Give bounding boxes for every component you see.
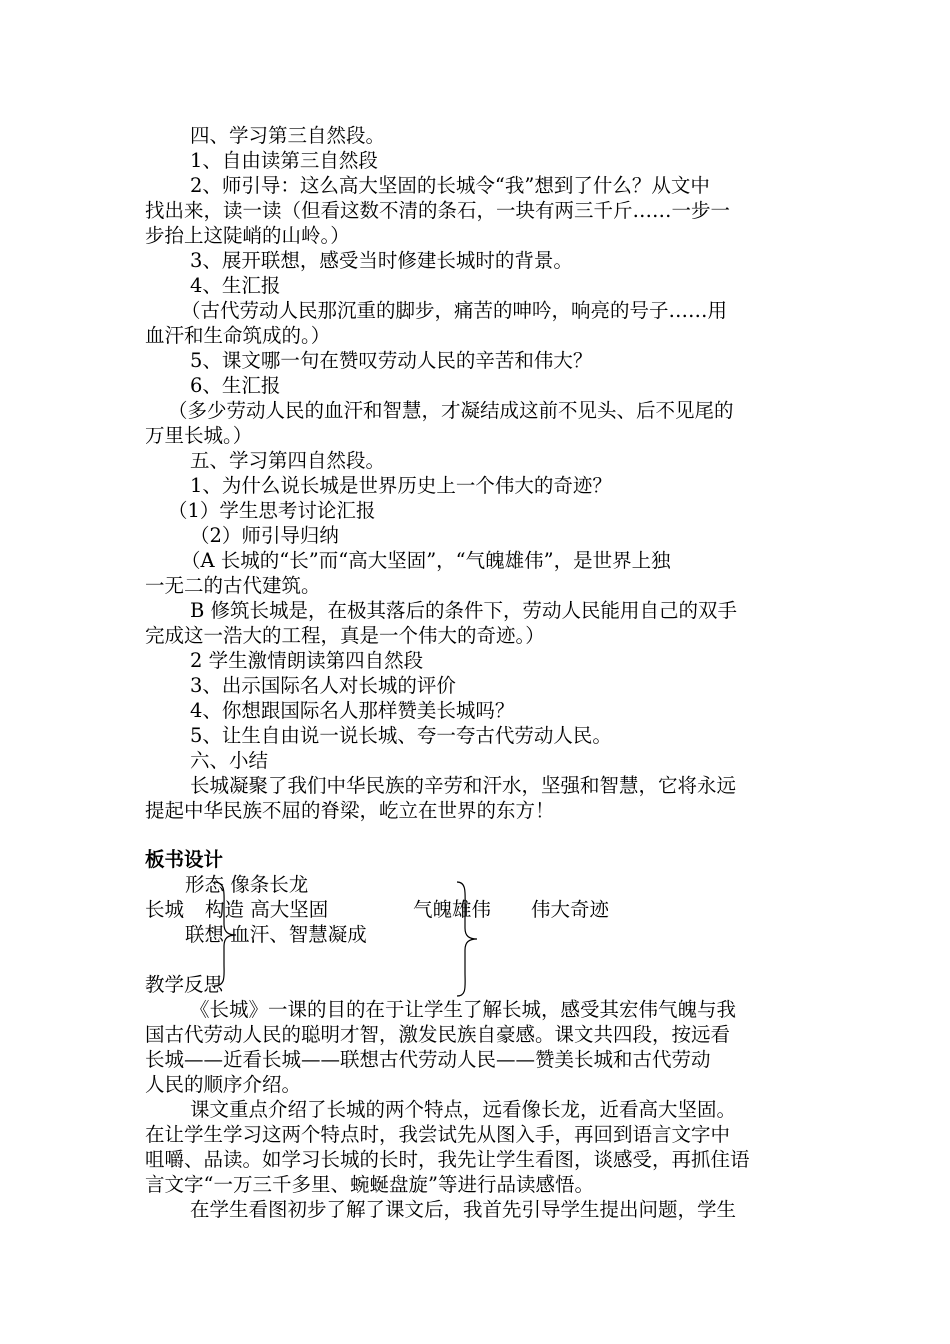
text-line: 5、让生自由说一说长城、夸一夸古代劳动人民。 xyxy=(190,724,612,747)
board-right: 伟大奇迹 xyxy=(531,898,610,921)
text-line: 国古代劳动人民的聪明才智，激发民族自豪感。课文共四段，按远看 xyxy=(145,1023,731,1046)
text-line: 长城——近看长城——联想古代劳动人民——赞美长城和古代劳动 xyxy=(145,1048,711,1071)
board-row-form: 形态 像条长龙 xyxy=(185,873,309,896)
text-line: 1、自由读第三自然段 xyxy=(190,149,378,172)
text-line: 找出来，读一读（但看这数不清的条石，一块有两三千斤……一步一 xyxy=(145,199,731,222)
text-line: 言文字“一万三千多里、蜿蜒盘旋”等进行品读感悟。 xyxy=(145,1173,594,1196)
text-line: 4、生汇报 xyxy=(190,274,281,297)
text-line: （古代劳动人民那沉重的脚步，痛苦的呻吟，响亮的号子……用 xyxy=(181,299,728,322)
text-line: 完成这一浩大的工程，真是一个伟大的奇迹。） xyxy=(145,624,545,647)
text-line: 咀嚼、品读。如学习长城的长时，我先让学生看图，谈感受，再抓住语 xyxy=(145,1148,750,1171)
board-row-structure: 构造 高大坚固 xyxy=(205,898,329,921)
board-row-imagine: 联想 血汗、智慧凝成 xyxy=(185,923,367,946)
text-line: （多少劳动人民的血汗和智慧，才凝结成这前不见头、后不见尾的 xyxy=(168,399,734,422)
text-line: 2 学生激情朗读第四自然段 xyxy=(190,649,424,672)
text-line: 4、你想跟国际名人那样赞美长城吗？ xyxy=(190,699,515,722)
text-line: 四、学习第三自然段。 xyxy=(190,124,386,147)
text-line: 六、小结 xyxy=(190,749,269,772)
text-line: 在让学生学习这两个特点时，我尝试先从图入手，再回到语言文字中 xyxy=(145,1123,731,1146)
text-line: 长城凝聚了我们中华民族的辛劳和汗水，坚强和智慧，它将永远 xyxy=(190,774,737,797)
text-line: （A 长城的“长”而“高大坚固”，“气魄雄伟”，是世界上独 xyxy=(181,549,671,572)
reflection-heading: 教学反思 xyxy=(145,973,224,996)
text-line: 《长城》一课的目的在于让学生了解长城，感受其宏伟气魄与我 xyxy=(190,998,737,1021)
text-line: 提起中华民族不屈的脊梁，屹立在世界的东方！ xyxy=(145,799,555,822)
text-line: （1）学生思考讨论汇报 xyxy=(168,499,376,522)
text-line: 3、出示国际名人对长城的评价 xyxy=(190,674,456,697)
text-line: （2）师引导归纳 xyxy=(190,524,339,547)
text-line: 1、为什么说长城是世界历史上一个伟大的奇迹？ xyxy=(190,474,612,497)
board-mid: 气魄雄伟 xyxy=(413,898,492,921)
text-line: 6、生汇报 xyxy=(190,374,281,397)
text-line: 人民的顺序介绍。 xyxy=(145,1073,302,1096)
text-line: 五、学习第四自然段。 xyxy=(190,449,386,472)
text-line: 血汗和生命筑成的。） xyxy=(145,324,331,347)
board-heading: 板书设计 xyxy=(145,848,224,871)
text-line: 万里长城。） xyxy=(145,424,253,447)
text-line: 步抬上这陡峭的山岭。） xyxy=(145,224,350,247)
text-line: 2、师引导：这么高大坚固的长城令“我”想到了什么？从文中 xyxy=(190,174,710,197)
text-line: 在学生看图初步了解了课文后，我首先引导学生提出问题，学生 xyxy=(190,1198,737,1221)
text-line: 课文重点介绍了长城的两个特点，远看像长龙，近看高大坚固。 xyxy=(190,1098,737,1121)
text-line: 5、课文哪一句在赞叹劳动人民的辛苦和伟大？ xyxy=(190,349,593,372)
text-line: 3、展开联想，感受当时修建长城时的背景。 xyxy=(190,249,573,272)
text-line: B 修筑长城是，在极其落后的条件下，劳动人民能用自己的双手 xyxy=(190,599,738,622)
text-line: 一无二的古代建筑。 xyxy=(145,574,321,597)
board-center: 长城 xyxy=(145,898,185,921)
